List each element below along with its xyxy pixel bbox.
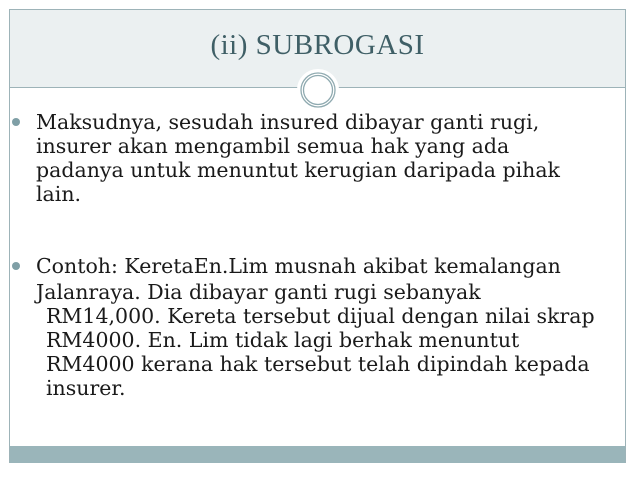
bullet-1-line-4: lain. [36,182,82,206]
bullet-2-line-2: Jalanraya. Dia dibayar ganti rugi sebanyak [36,280,481,304]
bullet-1-line-1: Maksudnya, sesudah insured dibayar ganti rugi, [36,110,540,134]
bullet-2-line-4: RM4000. En. Lim tidak lagi berhak menuntut [46,328,520,352]
bullet-2-line-6: insurer. [46,376,126,400]
bullet-2-line-1: Contoh: KeretaEn.Lim musnah akibat kemalangan [36,254,561,278]
bullet-2-line-5: RM4000 kerana hak tersebut telah dipindah kepada [46,352,590,376]
bullet-point-icon [12,262,20,270]
bullet-point-icon [12,118,20,126]
bottom-bar [10,446,625,463]
slide-content [10,90,625,446]
bullet-1-line-3: padanya untuk menuntut kerugian daripada pihak [36,158,560,182]
bullet-2-line-3: RM14,000. Kereta tersebut dijual dengan nilai skrap [46,304,595,328]
slide-title: (ii) SUBROGASI [210,29,425,61]
bullet-1-line-2: insurer akan mengambil semua hak yang ada [36,134,510,158]
